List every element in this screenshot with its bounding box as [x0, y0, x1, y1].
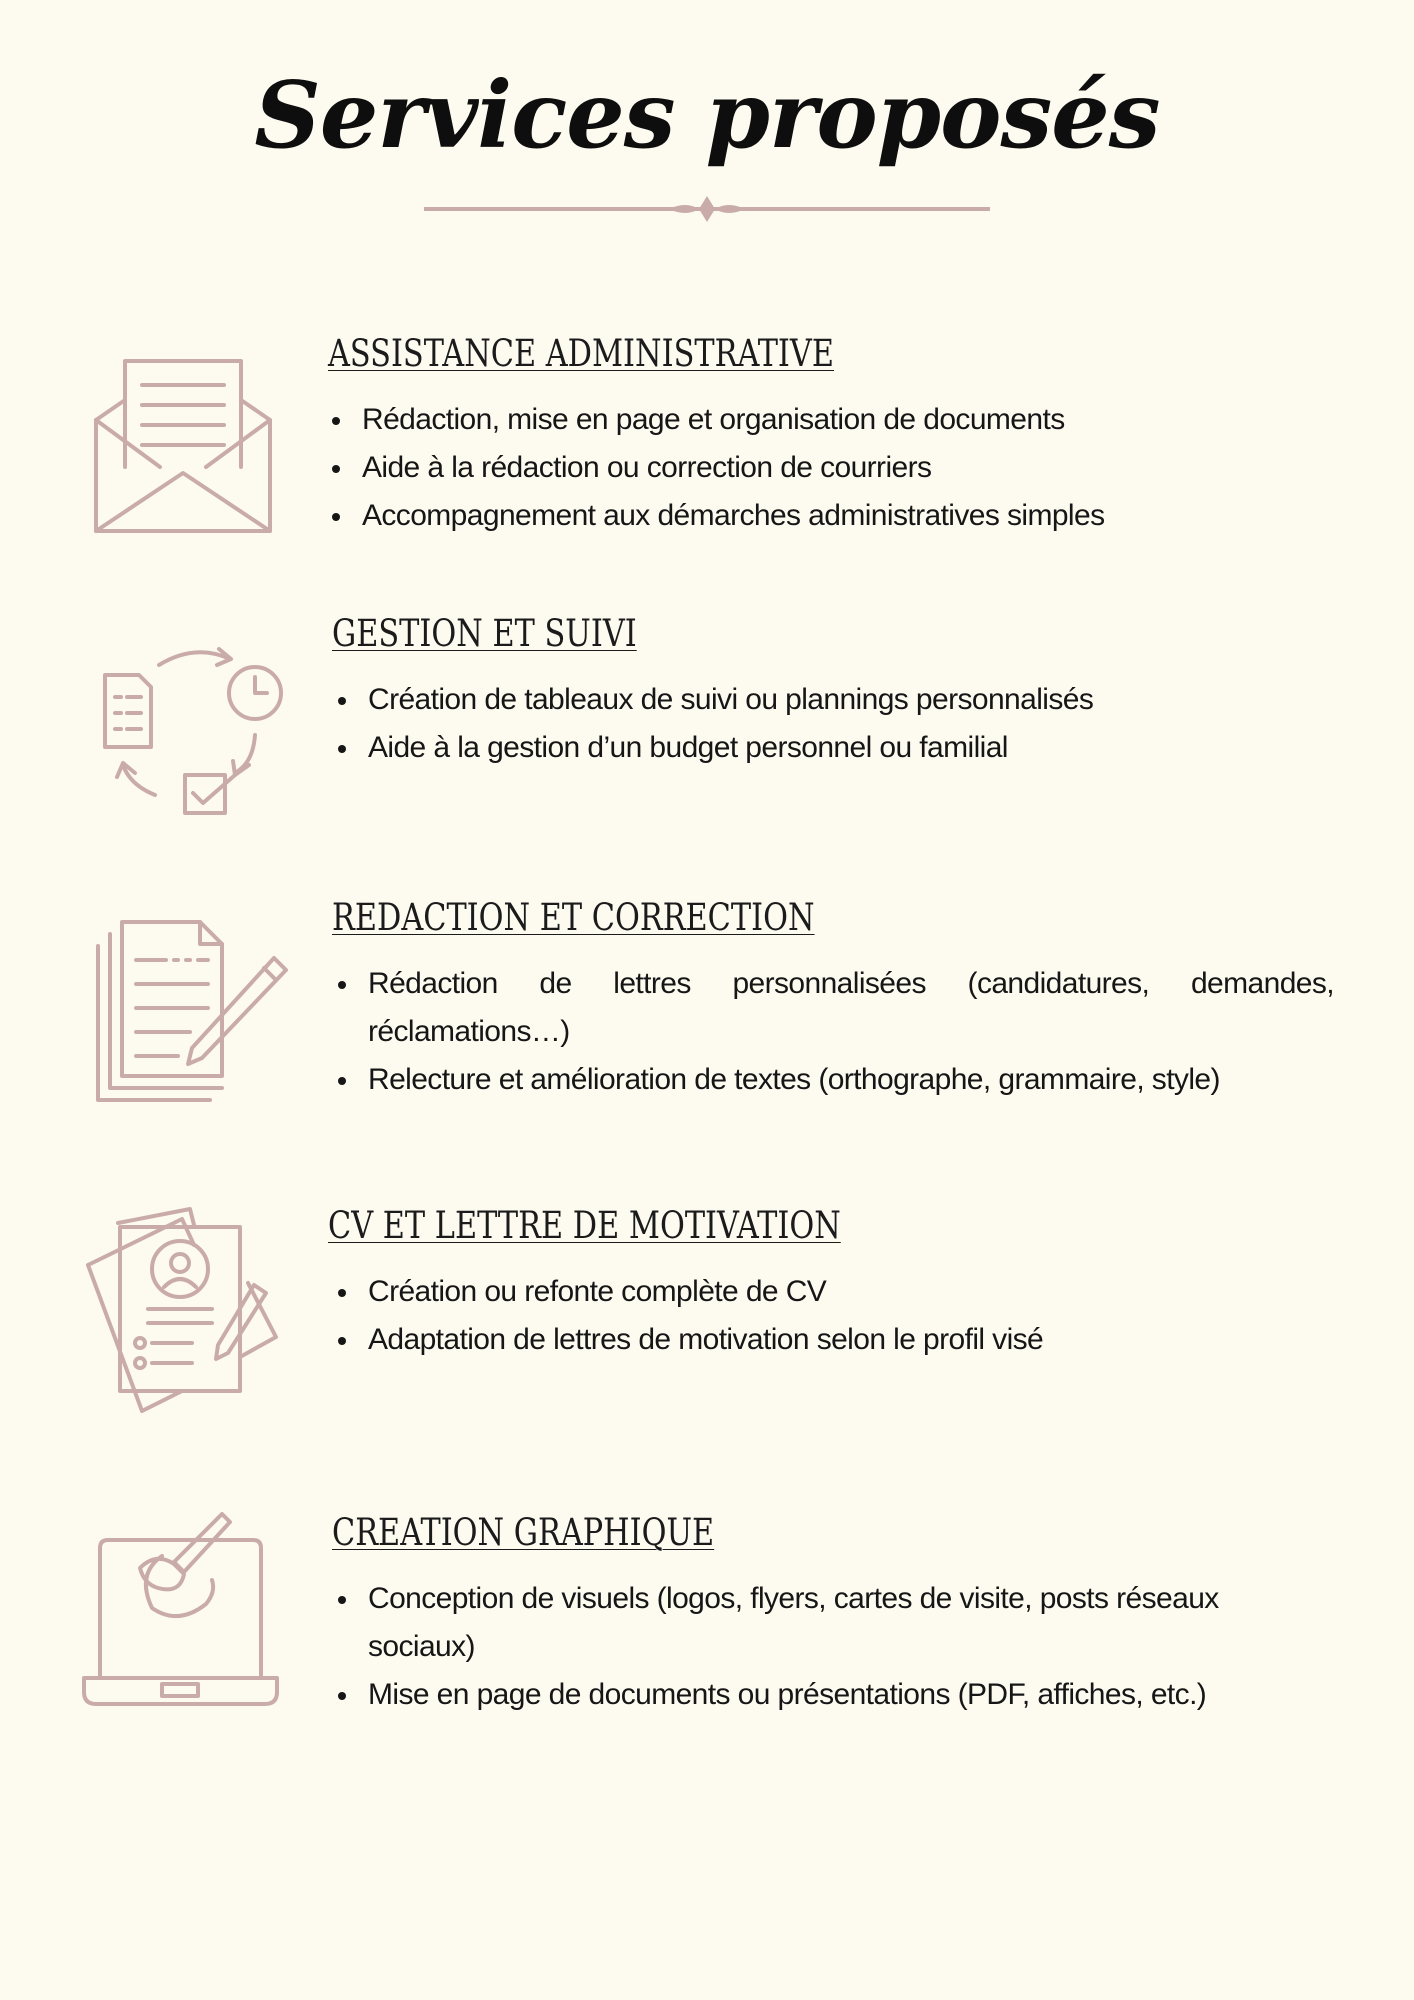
list-item: Aide à la rédaction ou correction de courriers	[328, 444, 1328, 492]
resume-profile-icon	[82, 1205, 282, 1415]
bullet-list	[328, 396, 1328, 540]
list-item: Relecture et amélioration de textes (orthographe, grammaire, style)	[334, 1056, 1334, 1104]
laptop-brush-icon	[78, 1508, 283, 1713]
bullet-list	[334, 1268, 1334, 1364]
bullet-list	[334, 676, 1334, 772]
section-title: CREATION GRAPHIQUE	[332, 1511, 715, 1554]
section-title: REDACTION ET CORRECTION	[332, 896, 815, 939]
list-item: Adaptation de lettres de motivation selon le profil visé	[334, 1316, 1334, 1364]
documents-pencil-icon	[90, 918, 295, 1108]
list-item: Création ou refonte complète de CV	[334, 1268, 1334, 1316]
list-item: Rédaction, mise en page et organisation de documents	[328, 396, 1328, 444]
bullet-list	[334, 1575, 1324, 1719]
section-title: CV ET LETTRE DE MOTIVATION	[328, 1204, 841, 1247]
workflow-cycle-icon	[95, 635, 295, 825]
page-title: Services proposés	[254, 61, 1160, 169]
section-title: GESTION ET SUIVI	[332, 612, 637, 655]
list-item: Aide à la gestion d’un budget personnel ou familial	[334, 724, 1334, 772]
list-item: Conception de visuels (logos, flyers, cartes de visite, posts réseaux sociaux)	[334, 1575, 1324, 1671]
section-title: ASSISTANCE ADMINISTRATIVE	[328, 332, 834, 375]
list-item: Accompagnement aux démarches administratives simples	[328, 492, 1328, 540]
bullet-list	[334, 960, 1334, 1104]
list-item: Rédaction de lettres personnalisées (candidatures, demandes, réclamations…)	[334, 960, 1334, 1056]
list-item: Création de tableaux de suivi ou plannings personnalisés	[334, 676, 1334, 724]
ornament-divider-icon	[424, 194, 990, 224]
list-item: Mise en page de documents ou présentations (PDF, affiches, etc.)	[334, 1671, 1324, 1719]
envelope-letter-icon	[90, 355, 280, 545]
